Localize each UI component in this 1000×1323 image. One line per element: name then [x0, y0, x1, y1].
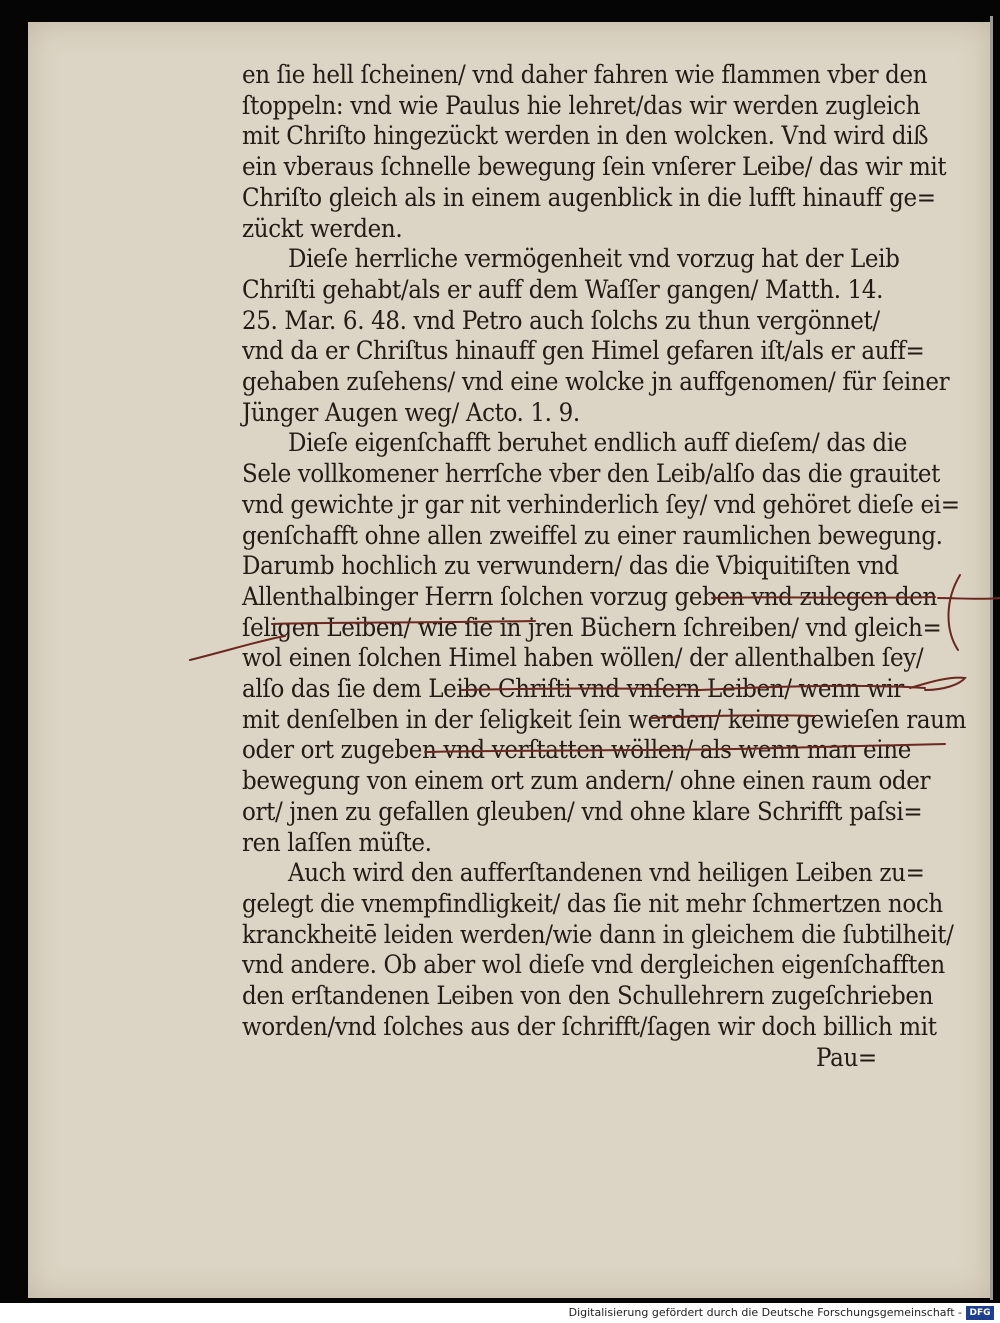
page-edge — [990, 16, 993, 1300]
text-line: vnd andere. Ob aber wol dieſe vnd dergleichen eigenſchafften — [242, 950, 945, 980]
text-line: ren laſſen müſte. — [242, 827, 432, 857]
text-line: zückt werden. — [242, 213, 403, 243]
text-line: oder ort zugeben vnd verſtatten wöllen/ als wenn man eine — [242, 735, 911, 765]
text-line: en ſie hell ſcheinen/ vnd daher fahren wie flammen vber den — [242, 60, 928, 89]
text-line: mit Chriſto hingezückt werden in den wolcken. Vnd wird diß — [242, 121, 929, 151]
text-line: ein vberaus ſchnelle bewegung ſein vnſerer Leibe/ das wir mit — [242, 152, 947, 182]
text-line: Darumb hochlich zu verwundern/ das die Vbiquitiſten vnd — [242, 551, 899, 581]
text-line: Sele vollkomener herrſche vber den Leib/alſo das die grauitet — [242, 459, 941, 489]
text-line: Chriſti gehabt/als er auff dem Waſſer gangen/ Matth. 14. — [242, 274, 884, 304]
funding-caption: Digitalisierung gefördert durch die Deutsche Forschungsgemeinschaft - — [568, 1306, 962, 1319]
text-line: Auch wird den aufferſtandenen vnd heiligen Leiben zu= — [288, 858, 925, 888]
text-line: ort/ jnen zu gefallen gleuben/ vnd ohne klare Schrifft paſsi= — [242, 796, 923, 826]
page-text — [242, 60, 967, 1073]
text-line: Dieſe herrliche vermögenheit vnd vorzug hat der Leib — [288, 244, 900, 274]
text-line: 25. Mar. 6. 48. vnd Petro auch ſolchs zu thun vergönnet/ — [242, 305, 880, 335]
text-line: Allenthalbinger Herrn ſolchen vorzug geben vnd zulegen den — [242, 581, 937, 611]
text-line: kranckheitē leiden werden/wie dann in gleichem die ſubtilheit/ — [242, 919, 954, 949]
text-line: mit denſelben in der ſeligkeit ſein werden/ keine gewieſen raum — [242, 704, 967, 734]
text-line: vnd da er Chriſtus hinauff gen Himel gefaren iſt/als er auff= — [242, 336, 925, 366]
text-line: den erſtandenen Leiben von den Schullehrern zugeſchrieben — [242, 981, 934, 1011]
text-line: alſo das ſie dem Leibe Chriſti vnd vnſern Leiben/ wenn wir — [242, 674, 904, 704]
text-line: gelegt die vnempfindligkeit/ das ſie nit mehr ſchmertzen noch — [242, 888, 943, 918]
text-line: bewegung von einem ort zum andern/ ohne einen raum oder — [242, 766, 931, 796]
text-line: worden/vnd ſolches aus der ſchrifft/ſagen wir doch billich mit — [242, 1011, 937, 1041]
catchword: Pau= — [816, 1042, 877, 1072]
footer-bar — [0, 1303, 1000, 1323]
text-line: vnd gewichte jr gar nit verhinderlich ſey/ vnd gehöret dieſe ei= — [242, 489, 960, 519]
text-line: wol einen ſolchen Himel haben wöllen/ der allenthalben ſey/ — [242, 643, 924, 673]
text-line: ſtoppeln: vnd wie Paulus hie lehret/das wir werden zugleich — [242, 90, 921, 120]
text-line: gehaben zuſehens/ vnd eine wolcke jn auffgenomen/ für ſeiner — [242, 367, 950, 397]
text-line: Chriſto gleich als in einem augenblick in die lufft hinauff ge= — [242, 182, 936, 212]
text-line: ſeligen Leiben/ wie ſie in jren Büchern ſchreiben/ vnd gleich= — [242, 612, 942, 642]
text-line: genſchafft ohne allen zweiffel zu einer raumlichen bewegung. — [242, 520, 943, 550]
text-line: Jünger Augen weg/ Acto. 1. 9. — [242, 397, 580, 427]
text-line: Dieſe eigenſchafft beruhet endlich auff dieſem/ das die — [288, 428, 907, 458]
dfg-logo: DFG — [966, 1306, 994, 1320]
